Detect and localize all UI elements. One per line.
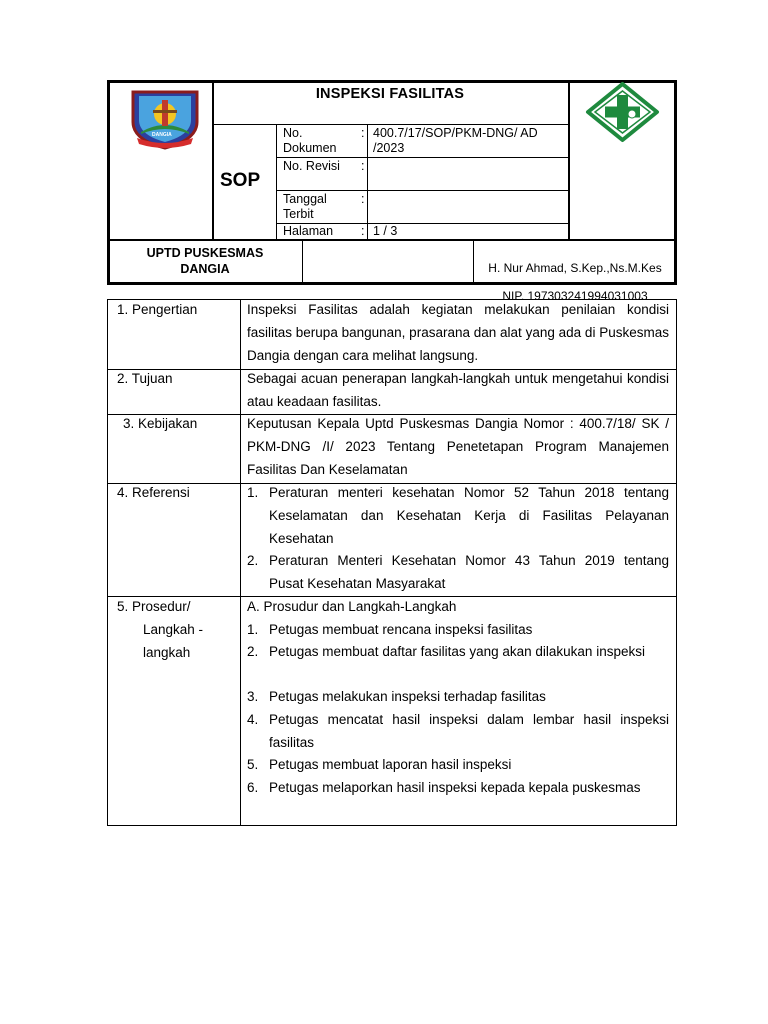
regional-emblem-icon: [127, 88, 203, 150]
list-item: [247, 776, 669, 799]
list-item: [247, 640, 669, 663]
field-label-tanggal-terbit: Tanggal Terbit: [283, 192, 327, 221]
field-label-no-revisi: No. Revisi: [283, 159, 340, 173]
list-item-text: Peraturan menteri kesehatan Nomor 52 Tahun 2018 tentang Keselamatan dan Kesehatan Kerja di Fasilitas Pelayanan Kesehatan: [269, 485, 669, 546]
section-label-prosedur-line3: langkah: [143, 645, 191, 660]
bottom-row-divider-1: [302, 240, 303, 283]
list-item-number: 4.: [247, 712, 259, 727]
section-text-pengertian: Inspeksi Fasilitas adalah kegiatan melakukan penilaian kondisi fasilitas berupa bangunan, prasarana dan alat yang ada di Puskesmas Dangia dengan cara melihat langsung.: [247, 302, 669, 363]
list-item-text: Peraturan Menteri Kesehatan Nomor 43 Tahun 2019 tentang Pusat Kesehatan Masyarakat: [269, 553, 669, 591]
header-border-left: [107, 80, 110, 285]
section-label-pengertian: 1. Pengertian: [117, 302, 198, 317]
section-text-tujuan: Sebagai acuan penerapan langkah-langkah untuk mengetahui kondisi atau keadaan fasilitas.: [247, 371, 669, 409]
header-divider-logo-right: [568, 80, 570, 240]
sop-label: SOP: [220, 170, 261, 191]
field-row-line-1: [277, 157, 569, 158]
list-item: [247, 708, 669, 754]
section-label-prosedur: 5. Prosedur/: [117, 599, 191, 614]
field-colon-tanggal-terbit: :: [361, 192, 365, 206]
list-item-text: Petugas melakukan inspeksi terhadap fasilitas: [269, 689, 546, 704]
list-item-text: Petugas membuat daftar fasilitas yang akan dilakukan inspeksi: [269, 644, 645, 659]
list-item-text: Petugas mencatat hasil inspeksi dalam lembar hasil inspeksi fasilitas: [269, 712, 669, 750]
list-item: [247, 618, 669, 641]
header-row-separator: [107, 239, 677, 241]
section-label-referensi: 4. Referensi: [117, 485, 190, 500]
list-item: [247, 549, 669, 595]
emblem-ribbon-text: DANGIA: [152, 132, 172, 138]
field-value-halaman: 1 / 3: [373, 224, 398, 238]
section-label-kebijakan: 3. Kebijakan: [123, 416, 198, 431]
document-title: INSPEKSI FASILITAS: [315, 86, 465, 102]
list-item: [247, 685, 669, 708]
list-item-number: 2.: [247, 644, 259, 659]
list-item-number: 3.: [247, 689, 259, 704]
section-text-kebijakan: Keputusan Kepala Uptd Puskesmas Dangia Nomor : 400.7/18/ SK / PKM-DNG /I/ 2023 Tentang Penetetapan Program Manajemen Fasilitas Dan Keselamatan: [247, 416, 669, 477]
header-divider-logo-left: [212, 80, 214, 240]
health-ministry-logo-icon: [585, 81, 660, 143]
bottom-row-divider-2: [473, 240, 474, 283]
title-row-border: [212, 124, 570, 125]
list-item-number: 1.: [247, 622, 259, 637]
list-item-number: 5.: [247, 757, 259, 772]
list-item-number: 6.: [247, 780, 259, 795]
list-item-number: 1.: [247, 485, 259, 500]
list-item: [247, 753, 669, 776]
list-item-text: Petugas membuat rencana inspeksi fasilitas: [269, 622, 533, 637]
signatory-name: H. Nur Ahmad, S.Kep.,Ns.M.Kes: [488, 261, 662, 275]
field-colon-no-dokumen: :: [361, 126, 365, 140]
list-item-number: 2.: [247, 553, 259, 568]
field-label-halaman: Halaman: [283, 224, 334, 238]
section-label-prosedur-line2: Langkah -: [143, 622, 204, 637]
list-item-text: Petugas melaporkan hasil inspeksi kepada kepala puskesmas: [269, 780, 641, 795]
field-colon-no-revisi: :: [361, 159, 365, 173]
field-label-no-dokumen: No. Dokumen: [283, 126, 337, 155]
header-border-right: [674, 80, 677, 285]
content-table-divider: [240, 299, 241, 826]
prosedur-heading: A. Prosudur dan Langkah-Langkah: [247, 599, 457, 614]
section-label-tujuan: 2. Tujuan: [117, 371, 173, 386]
list-item-text: Petugas membuat laporan hasil inspeksi: [269, 757, 512, 772]
list-item: [247, 481, 669, 550]
field-value-no-dokumen: 400.7/17/SOP/PKM-DNG/ AD /2023: [373, 126, 538, 155]
field-row-line-2: [277, 190, 569, 191]
signatory-nip: NIP. 197303241994031003: [502, 289, 648, 303]
organization-name: UPTD PUSKESMAS DANGIA: [146, 246, 264, 276]
field-colon-halaman: :: [361, 224, 365, 238]
